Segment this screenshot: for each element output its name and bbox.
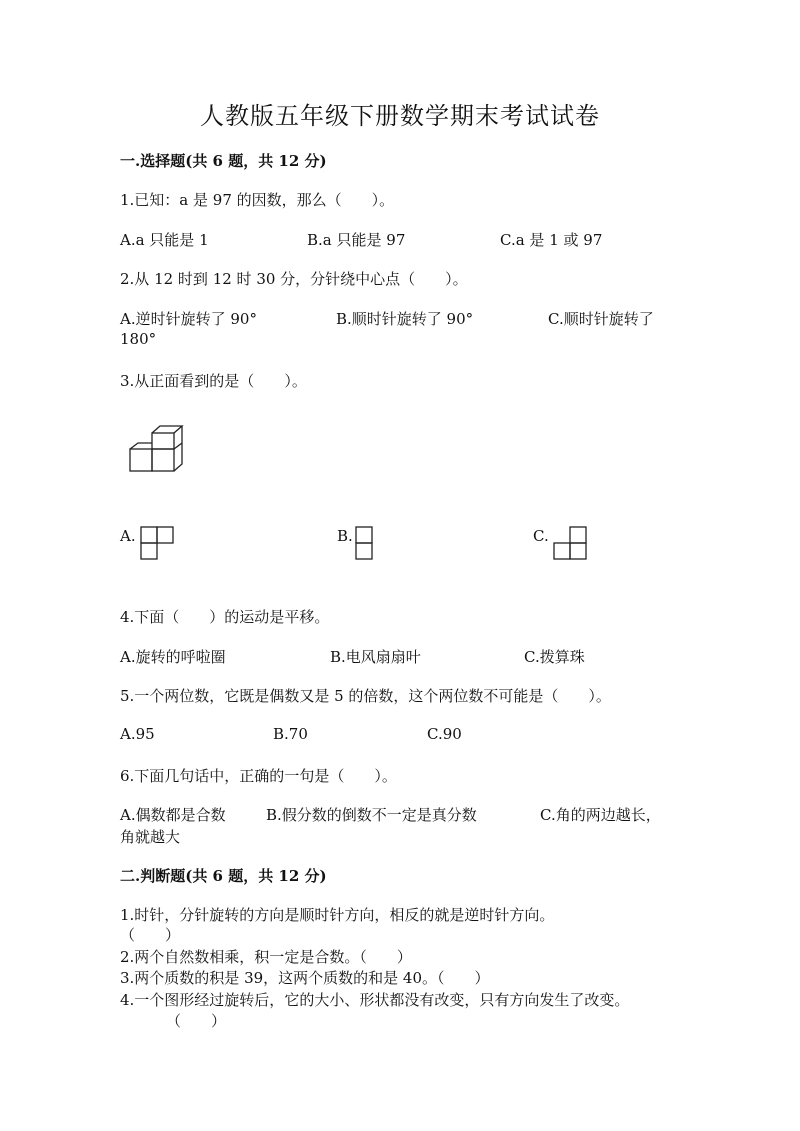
- question-2-option-b: B.顺时针旋转了 90°: [336, 310, 474, 328]
- question-6-option-b: B.假分数的倒数不一定是真分数: [266, 806, 477, 824]
- question-2-option-c-continued: 180°: [120, 330, 157, 348]
- question-2-option-a: A.逆时针旋转了 90°: [120, 310, 257, 328]
- question-4-option-a: A.旋转的呼啦圈: [120, 648, 226, 666]
- question-3-option-a: A.: [120, 527, 136, 545]
- judgement-item-3: 3.两个质数的积是 39，这两个质数的和是 40。（ ）: [120, 969, 490, 987]
- cube-top-edge: [130, 443, 152, 449]
- grid-square: [157, 527, 173, 543]
- question-2-option-c: C.顺时针旋转了: [548, 310, 654, 328]
- grid-square: [141, 527, 157, 543]
- grid-square: [570, 543, 586, 559]
- section-heading-choice: 一.选择题(共 6 题，共 12 分): [120, 152, 327, 170]
- question-1-option-b: B.a 只能是 97: [307, 231, 406, 249]
- cube-front-face: [130, 449, 152, 471]
- option-a-grid-figure: [140, 526, 174, 560]
- judgement-item-1: 1.时针，分针旋转的方向是顺时针方向，相反的就是逆时针方向。: [120, 906, 555, 924]
- option-c-grid-figure: [553, 526, 587, 560]
- cube-top-edge: [152, 426, 182, 433]
- grid-square: [356, 543, 372, 559]
- question-5-option-c: C.90: [427, 725, 462, 743]
- option-b-grid-figure: [355, 526, 373, 560]
- question-5-option-a: A.95: [120, 725, 155, 743]
- question-3-option-c: C.: [533, 527, 549, 545]
- grid-square: [356, 527, 372, 543]
- judgement-item-4-blank: （ ）: [166, 1012, 227, 1030]
- question-4-option-b: B.电风扇扇叶: [330, 648, 421, 666]
- question-4-stem: 4.下面（ ）的运动是平移。: [120, 608, 330, 626]
- question-1-option-a: A.a 只能是 1: [120, 231, 209, 249]
- grid-square: [570, 527, 586, 543]
- question-1-option-c: C.a 是 1 或 97: [500, 231, 603, 249]
- cube-stack-figure: [128, 424, 188, 476]
- question-6-option-c: C.角的两边越长，: [540, 806, 661, 824]
- question-6-stem: 6.下面几句话中，正确的一句是（ ）。: [120, 767, 397, 785]
- page-title: 人教版五年级下册数学期末考试试卷: [200, 102, 600, 130]
- cube-front-face: [152, 433, 174, 449]
- section-heading-judgement: 二.判断题(共 6 题，共 12 分): [120, 867, 327, 885]
- question-3-option-b: B.: [337, 527, 353, 545]
- judgement-item-4: 4.一个图形经过旋转后，它的大小、形状都没有改变，只有方向发生了改变。: [120, 991, 630, 1009]
- cube-front-face: [152, 449, 174, 471]
- question-3-stem: 3.从正面看到的是（ ）。: [120, 372, 307, 390]
- grid-square: [141, 543, 157, 559]
- cube-side-edge: [174, 443, 182, 449]
- judgement-item-2: 2.两个自然数相乘，积一定是合数。（ ）: [120, 948, 412, 966]
- question-5-stem: 5.一个两位数，它既是偶数又是 5 的倍数，这个两位数不可能是（ ）。: [120, 687, 611, 705]
- question-5-option-b: B.70: [273, 725, 308, 743]
- question-2-stem: 2.从 12 时到 12 时 30 分，分针绕中心点（ ）。: [120, 270, 468, 288]
- question-6-option-c-continued: 角就越大: [120, 828, 181, 846]
- question-1-stem: 1.已知：a 是 97 的因数，那么（ ）。: [120, 191, 395, 209]
- judgement-item-1-blank: （ ）: [120, 926, 181, 944]
- question-4-option-c: C.拨算珠: [524, 648, 585, 666]
- question-6-option-a: A.偶数都是合数: [120, 806, 226, 824]
- grid-square: [554, 543, 570, 559]
